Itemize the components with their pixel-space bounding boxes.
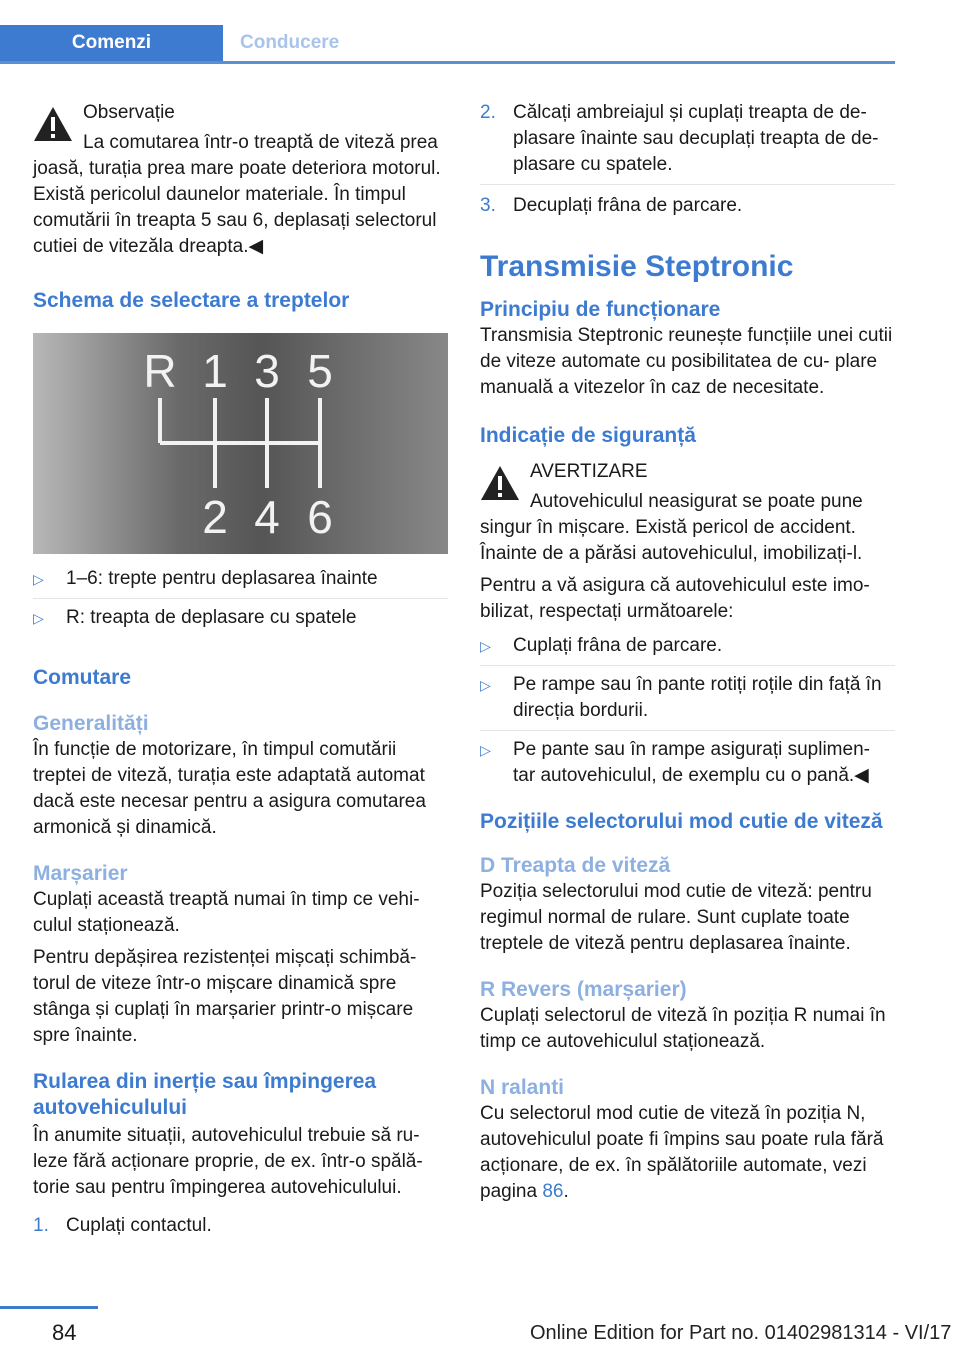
tab-comenzi[interactable]: Comenzi — [0, 25, 223, 61]
list-item: ▷ Pe pante sau în rampe asigurați suplimen‐ tar autovehiculul, de exemplu cu o pană.◀ — [480, 739, 870, 786]
list-item: ▷ Cuplați frâna de parcare. — [480, 633, 895, 666]
avertizare-warning — [480, 459, 895, 567]
principiu-body: Transmisia Steptronic reunește funcțiile unei cutii de viteze automate cu posibilitatea de cu‐ plare manuală a vitezelor în caz de necesitate. — [480, 325, 893, 398]
gear-shift-diagram — [33, 333, 448, 554]
marsarier-body-1: Cuplați această treaptă numai în timp ce vehi‐ culul staționează. — [33, 889, 420, 936]
step-number: 2. — [480, 102, 496, 123]
observatie-warning — [33, 100, 448, 260]
pozitii-heading: Pozițiile selectorului mod cutie de viteză — [480, 810, 883, 833]
safety-list — [480, 633, 895, 789]
gear-label-1: 1 — [202, 345, 228, 397]
page-number: 84 — [52, 1320, 77, 1345]
marsarier-body-2: Pentru depășirea rezistenței mișcați schimbă‐ torul de viteze într‐o mișcare dinamică spre stânga și cuplați în marșarier printr‐o mișcare spre înainte. — [33, 947, 417, 1046]
d-body: Poziția selectorului mod cutie de viteză: pentru regimul normal de rulare. Sunt cuplate toate treptele de viteză pentru deplasarea înainte. — [480, 881, 872, 954]
list-item: ▷ 1–6: trepte pentru deplasarea înainte — [33, 566, 448, 599]
warning-body: La comutarea într‐o treaptă de viteză prea joasă, turația prea mare poate deteriora motorul. Există pericolul daunelor materiale. În timpul comutării în treapta 5 sau 6, deplasați selectorul cutiei de vitezăla dreapta.◀ — [33, 132, 441, 257]
schema-heading: Schema de selectare a treptelor — [33, 289, 350, 312]
principiu-heading: Principiu de funcționare — [480, 298, 721, 321]
step-item: 1. Cuplați contactul. — [33, 1213, 448, 1239]
tab-conducere[interactable]: Conducere — [240, 32, 340, 53]
tab-bar — [0, 25, 895, 64]
gear-label-6: 6 — [307, 491, 333, 543]
warning-icon — [33, 106, 73, 142]
footer-rule — [0, 1306, 98, 1309]
asigura-body: Pentru a vă asigura că autovehiculul este imo‐ bilizat, respectați următoarele: — [480, 575, 870, 622]
step-item: 3. Decuplați frâna de parcare. — [480, 193, 895, 219]
r-body: Cuplați selectorul de viteză în poziția R numai în timp ce autovehiculul staționează. — [480, 1005, 886, 1052]
gear-label-4: 4 — [254, 491, 280, 543]
step-number: 3. — [480, 195, 496, 216]
warning-icon — [480, 465, 520, 501]
gear-label-3: 3 — [254, 345, 280, 397]
r-heading: R Revers (marșarier) — [480, 978, 687, 1001]
gear-label-5: 5 — [307, 345, 333, 397]
warning-title: Observație — [83, 102, 175, 123]
rularea-heading: Rularea din inerție sau împingerea autovehiculului — [33, 1070, 377, 1119]
warning-body: Autovehiculul neasigurat se poate pune singur în mișcare. Există pericol de accident. Înainte de a părăsi autovehiculul, imobilizați‐l. — [480, 491, 863, 564]
list-item: ▷ R: treapta de deplasare cu spatele — [33, 605, 448, 631]
page-link[interactable]: 86 — [542, 1181, 564, 1202]
generalitati-heading: Generalități — [33, 712, 149, 735]
triangle-bullet-icon: ▷ — [33, 571, 44, 587]
generalitati-body: În funcție de motorizare, în timpul comutării treptei de viteză, turația este adaptată automat dacă este necesar pentru a asigura comutarea armonică și dinamică. — [33, 739, 426, 838]
n-body: Cu selectorul mod cutie de viteză în poziția N, autovehiculul poate fi împins sau poate rula fără acționare, de ex. în spălătoriile automate, vezi pagina 86. — [480, 1103, 884, 1202]
left-column — [33, 100, 448, 1239]
n-heading: N ralanti — [480, 1076, 565, 1099]
warning-title: AVERTIZARE — [530, 461, 648, 482]
comutare-heading: Comutare — [33, 666, 132, 689]
rularea-body: În anumite situații, autovehiculul trebuie să ru‐ leze fără acționare proprie, de ex. într‐o spălă‐ torie sau pentru împingerea autovehiculului. — [33, 1125, 423, 1198]
marsarier-heading: Marșarier — [33, 862, 128, 885]
steptronic-heading: Transmisie Steptronic — [480, 250, 794, 283]
edition-note: Online Edition for Part no. 01402981314 - VI/17 — [530, 1322, 952, 1344]
gear-label-r: R — [143, 345, 177, 397]
step-item: 2. Călcați ambreiajul și cuplați treapta de de‐ plasare înainte sau decuplați treapta de de‐ plasare cu spatele. — [480, 100, 895, 185]
step-number: 1. — [33, 1215, 49, 1236]
list-item: ▷ Pe rampe sau în pante rotiți roțile din față în direcția bordurii. — [480, 672, 895, 731]
triangle-bullet-icon: ▷ — [480, 677, 491, 693]
right-column — [480, 100, 895, 1205]
d-heading: D Treapta de viteză — [480, 854, 671, 877]
triangle-bullet-icon: ▷ — [480, 742, 491, 758]
gear-label-2: 2 — [202, 491, 228, 543]
gear-pattern-graphic — [33, 333, 448, 554]
triangle-bullet-icon: ▷ — [480, 638, 491, 654]
schema-list — [33, 566, 448, 631]
triangle-bullet-icon: ▷ — [33, 610, 44, 626]
indicatie-heading: Indicație de siguranță — [480, 424, 696, 447]
